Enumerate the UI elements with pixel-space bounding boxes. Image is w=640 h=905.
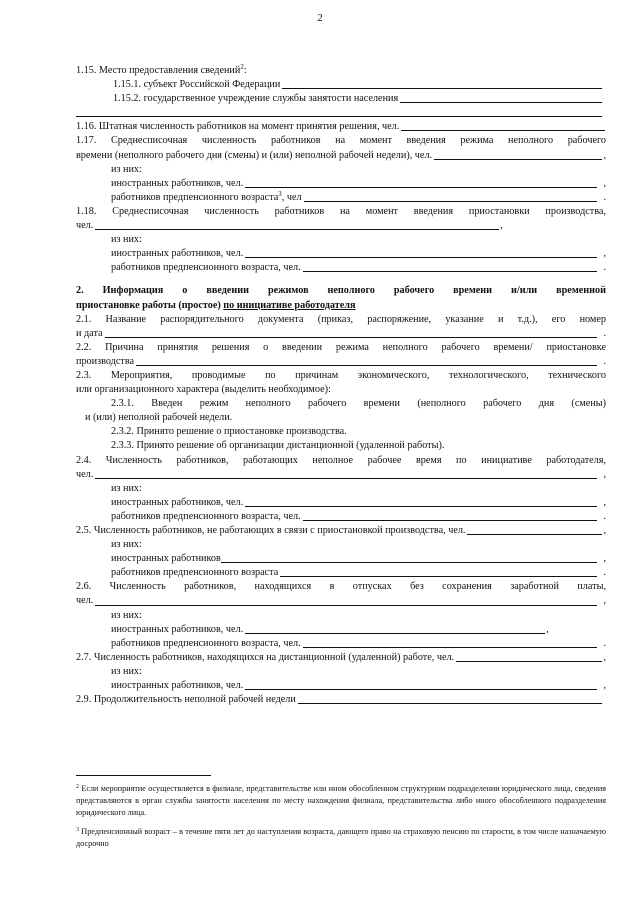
line-1-18-prepension: работников предпенсионного возраста, чел. .	[76, 261, 606, 275]
label-1-18-line-a: 1.18. Среднесписочная численность работников на момент введения приостановки производства,	[76, 205, 606, 217]
section-2-heading-b: приостановке работы (простое) по инициативе работодателя	[76, 299, 356, 311]
label-2-2-line-b: производства	[76, 355, 135, 367]
line-1-15-2	[76, 92, 606, 106]
line-2-6-iz	[76, 609, 606, 623]
field-2-4-foreign[interactable]	[245, 506, 597, 507]
footnote-mark: 2	[76, 784, 79, 790]
label-1-15: 1.15. Место предоставления сведений$^2$:	[76, 63, 247, 76]
label-2-2-line-a: 2.2. Причина принятия решения о введении режима неполного рабочего времени/ приостановке	[76, 341, 606, 353]
label-2-4-line-b: чел.	[76, 468, 94, 480]
line-2-5-iz	[76, 538, 606, 552]
label-1-17-line-b: времени (неполного рабочего дня (смены) и (или) неполной рабочей недели), чел.	[76, 149, 433, 161]
label-of-them: из них:	[111, 665, 142, 677]
footnote-2	[76, 783, 606, 820]
label-of-them: из них:	[111, 539, 142, 551]
label-2-6-line-b: чел.	[76, 595, 94, 607]
label-2-9: 2.9. Продолжительность неполной рабочей недели	[76, 694, 296, 706]
footnote-ref-3: 3	[278, 189, 282, 198]
field-1-15-2[interactable]	[400, 102, 602, 103]
label-2-3-line-b: или организационного характера (выделить необходимое):	[76, 384, 331, 396]
option-2-3-1-a[interactable]: 2.3.1. Введен режим неполного рабочего времени (неполного рабочего дня (смены)	[111, 398, 606, 410]
line-2-7-iz	[76, 665, 606, 679]
label-prepension: работников предпенсионного возраста, чел.	[111, 510, 301, 522]
line-1-18-foreign: иностранных работников, чел. ,	[76, 247, 606, 261]
line-1-15-2-cont	[76, 106, 606, 120]
footnote-text: Если мероприятие осуществляется в филиале, представительстве или ином обособленном структурном подразделении юридического лица, сведения представляются в орган службы занятости населения по месту нахождения филиала, представительства либо иного обособленного подразделения юридического лица.	[76, 784, 607, 818]
label-1-18-line-b: чел.	[76, 220, 94, 232]
line-1-17-prepension: работников предпенсионного возраста$^3$, чел .	[76, 191, 606, 205]
field-2-9[interactable]	[298, 703, 602, 704]
field-1-15-1[interactable]	[282, 88, 602, 89]
label-2-1-line-a: 2.1. Название распорядительного документа (приказ, распоряжение, указание и т.д.), его номер	[76, 313, 606, 325]
label-prepension: работников предпенсионного возраста, чел.	[111, 262, 301, 274]
label-foreign-workers: иностранных работников, чел.	[111, 680, 244, 692]
line-2-5-foreign: иностранных работников ,	[76, 552, 606, 566]
field-1-17[interactable]	[434, 159, 602, 160]
line-2-4b: чел. ,	[76, 468, 606, 482]
label-of-them: из них:	[111, 234, 142, 246]
field-2-5[interactable]	[467, 534, 602, 535]
line-2-6-prepension: работников предпенсионного возраста, чел. .	[76, 637, 606, 651]
label-2-4-line-a: 2.4. Численность работников, работающих неполное рабочее время по инициативе работодателя,	[76, 454, 606, 466]
field-2-2[interactable]	[136, 365, 597, 366]
option-2-3-1-b[interactable]: и (или) неполной рабочей недели.	[85, 412, 233, 424]
label-foreign-workers: иностранных работников, чел.	[111, 496, 244, 508]
field-1-18[interactable]	[95, 229, 499, 230]
label-2-6-line-a: 2.6. Численность работников, находящихся в отпусках без сохранения заработной платы,	[76, 581, 606, 593]
line-1-17b: времени (неполного рабочего дня (смены) и (или) неполной рабочей недели), чел. ,	[76, 149, 606, 163]
footnotes	[76, 775, 606, 856]
label-foreign-workers: иностранных работников	[111, 553, 221, 565]
line-2-4-iz	[76, 482, 606, 496]
label-1-17-line-a: 1.17. Среднесписочная численность работников на момент введения режима неполного рабочего	[76, 135, 606, 147]
field-1-16[interactable]	[401, 130, 605, 131]
label-1-16: 1.16. Штатная численность работников на момент принятия решения, чел.	[76, 121, 400, 133]
line-2-3b	[76, 383, 606, 397]
footnote-mark: 3	[76, 826, 79, 833]
line-2-5: 2.5. Численность работников, не работающих в связи с приостановкой производства, чел. ,	[76, 524, 606, 538]
label-prepension: работников предпенсионного возраста, чел.	[111, 637, 301, 649]
form-body	[76, 64, 606, 707]
page-number: 2	[317, 12, 323, 24]
label-2-7: 2.7. Численность работников, находящихся на дистанционной (удаленной) работе, чел.	[76, 651, 455, 663]
label-1-15-2: 1.15.2. государственное учреждение службы занятости населения	[113, 93, 399, 105]
field-2-4[interactable]	[95, 478, 597, 479]
section-2-heading-underlined: по инициативе работодателя	[223, 299, 356, 311]
line-1-17-foreign: иностранных работников, чел. ,	[76, 177, 606, 191]
option-2-3-2[interactable]: 2.3.2. Принято решение о приостановке производства.	[111, 426, 347, 438]
line-1-18-iz	[76, 233, 606, 247]
field-2-6-prepension[interactable]	[303, 647, 598, 648]
field-2-1[interactable]	[105, 337, 598, 338]
footnote-text: Предпенсионный возраст – в течение пяти лет до наступления возраста, дающего право на страховую пенсию по старости, в том числе назначаемую досрочно	[76, 826, 607, 848]
field-2-6-foreign[interactable]	[245, 633, 545, 634]
line-2-6b: чел. ,	[76, 594, 606, 608]
line-2-5-prepension: работников предпенсионного возраста .	[76, 566, 606, 580]
line-2-7-foreign: иностранных работников, чел. ,	[76, 679, 606, 693]
line-2-4-prepension: работников предпенсионного возраста, чел. .	[76, 510, 606, 524]
label-2-3-line-a: 2.3. Мероприятия, проводимые по причинам экономического, технологического, технического	[76, 369, 606, 381]
line-2-2b: производства .	[76, 355, 606, 369]
field-2-5-prepension[interactable]	[280, 576, 597, 577]
line-2-9	[76, 693, 606, 707]
line-1-15-1	[76, 78, 606, 92]
field-2-5-foreign[interactable]	[221, 562, 598, 563]
line-2-6-foreign: иностранных работников, чел. ,	[76, 623, 606, 637]
footnote-separator	[76, 775, 211, 776]
field-2-6[interactable]	[95, 605, 597, 606]
label-1-15-1: 1.15.1. субъект Российской Федерации	[113, 79, 281, 91]
label-prepension: работников предпенсионного возраста$^3$, чел	[111, 189, 302, 203]
line-2-7: 2.7. Численность работников, находящихся на дистанционной (удаленной) работе, чел. ,	[76, 651, 606, 665]
field-1-18-prepension[interactable]	[303, 271, 598, 272]
line-2-1b: и дата .	[76, 327, 606, 341]
field-1-17-prepension[interactable]	[304, 201, 598, 202]
footnote-3	[76, 826, 606, 850]
field-2-4-prepension[interactable]	[303, 520, 598, 521]
label-2-5: 2.5. Численность работников, не работающих в связи с приостановкой производства, чел.	[76, 525, 466, 536]
line-1-18b: чел. ,	[76, 219, 606, 233]
label-foreign-workers: иностранных работников, чел.	[111, 248, 244, 260]
field-1-18-foreign[interactable]	[245, 257, 597, 258]
label-of-them: из них:	[111, 163, 142, 175]
label-of-them: из них:	[111, 609, 142, 621]
line-2-4-foreign: иностранных работников, чел. ,	[76, 496, 606, 510]
field-1-17-foreign[interactable]	[245, 187, 597, 188]
field-2-7-foreign[interactable]	[245, 689, 597, 690]
footnote-ref-2: 2	[240, 63, 244, 71]
label-prepension: работников предпенсионного возраста	[111, 567, 279, 579]
field-2-7[interactable]	[456, 661, 602, 662]
line-1-16	[76, 120, 606, 134]
field-1-15-2-cont[interactable]	[76, 116, 602, 117]
line-1-15	[76, 64, 606, 78]
option-2-3-3[interactable]: 2.3.3. Принято решение об организации дистанционной (удаленной работы).	[111, 440, 445, 452]
line-1-17-iz	[76, 163, 606, 177]
section-2-heading-a: 2. Информация о введении режимов неполного рабочего времени и/или временной	[76, 285, 606, 297]
label-foreign-workers: иностранных работников, чел.	[111, 177, 244, 189]
label-foreign-workers: иностранных работников, чел.	[111, 623, 244, 635]
label-2-1-line-b: и дата	[76, 327, 103, 339]
label-of-them: из них:	[111, 482, 142, 494]
